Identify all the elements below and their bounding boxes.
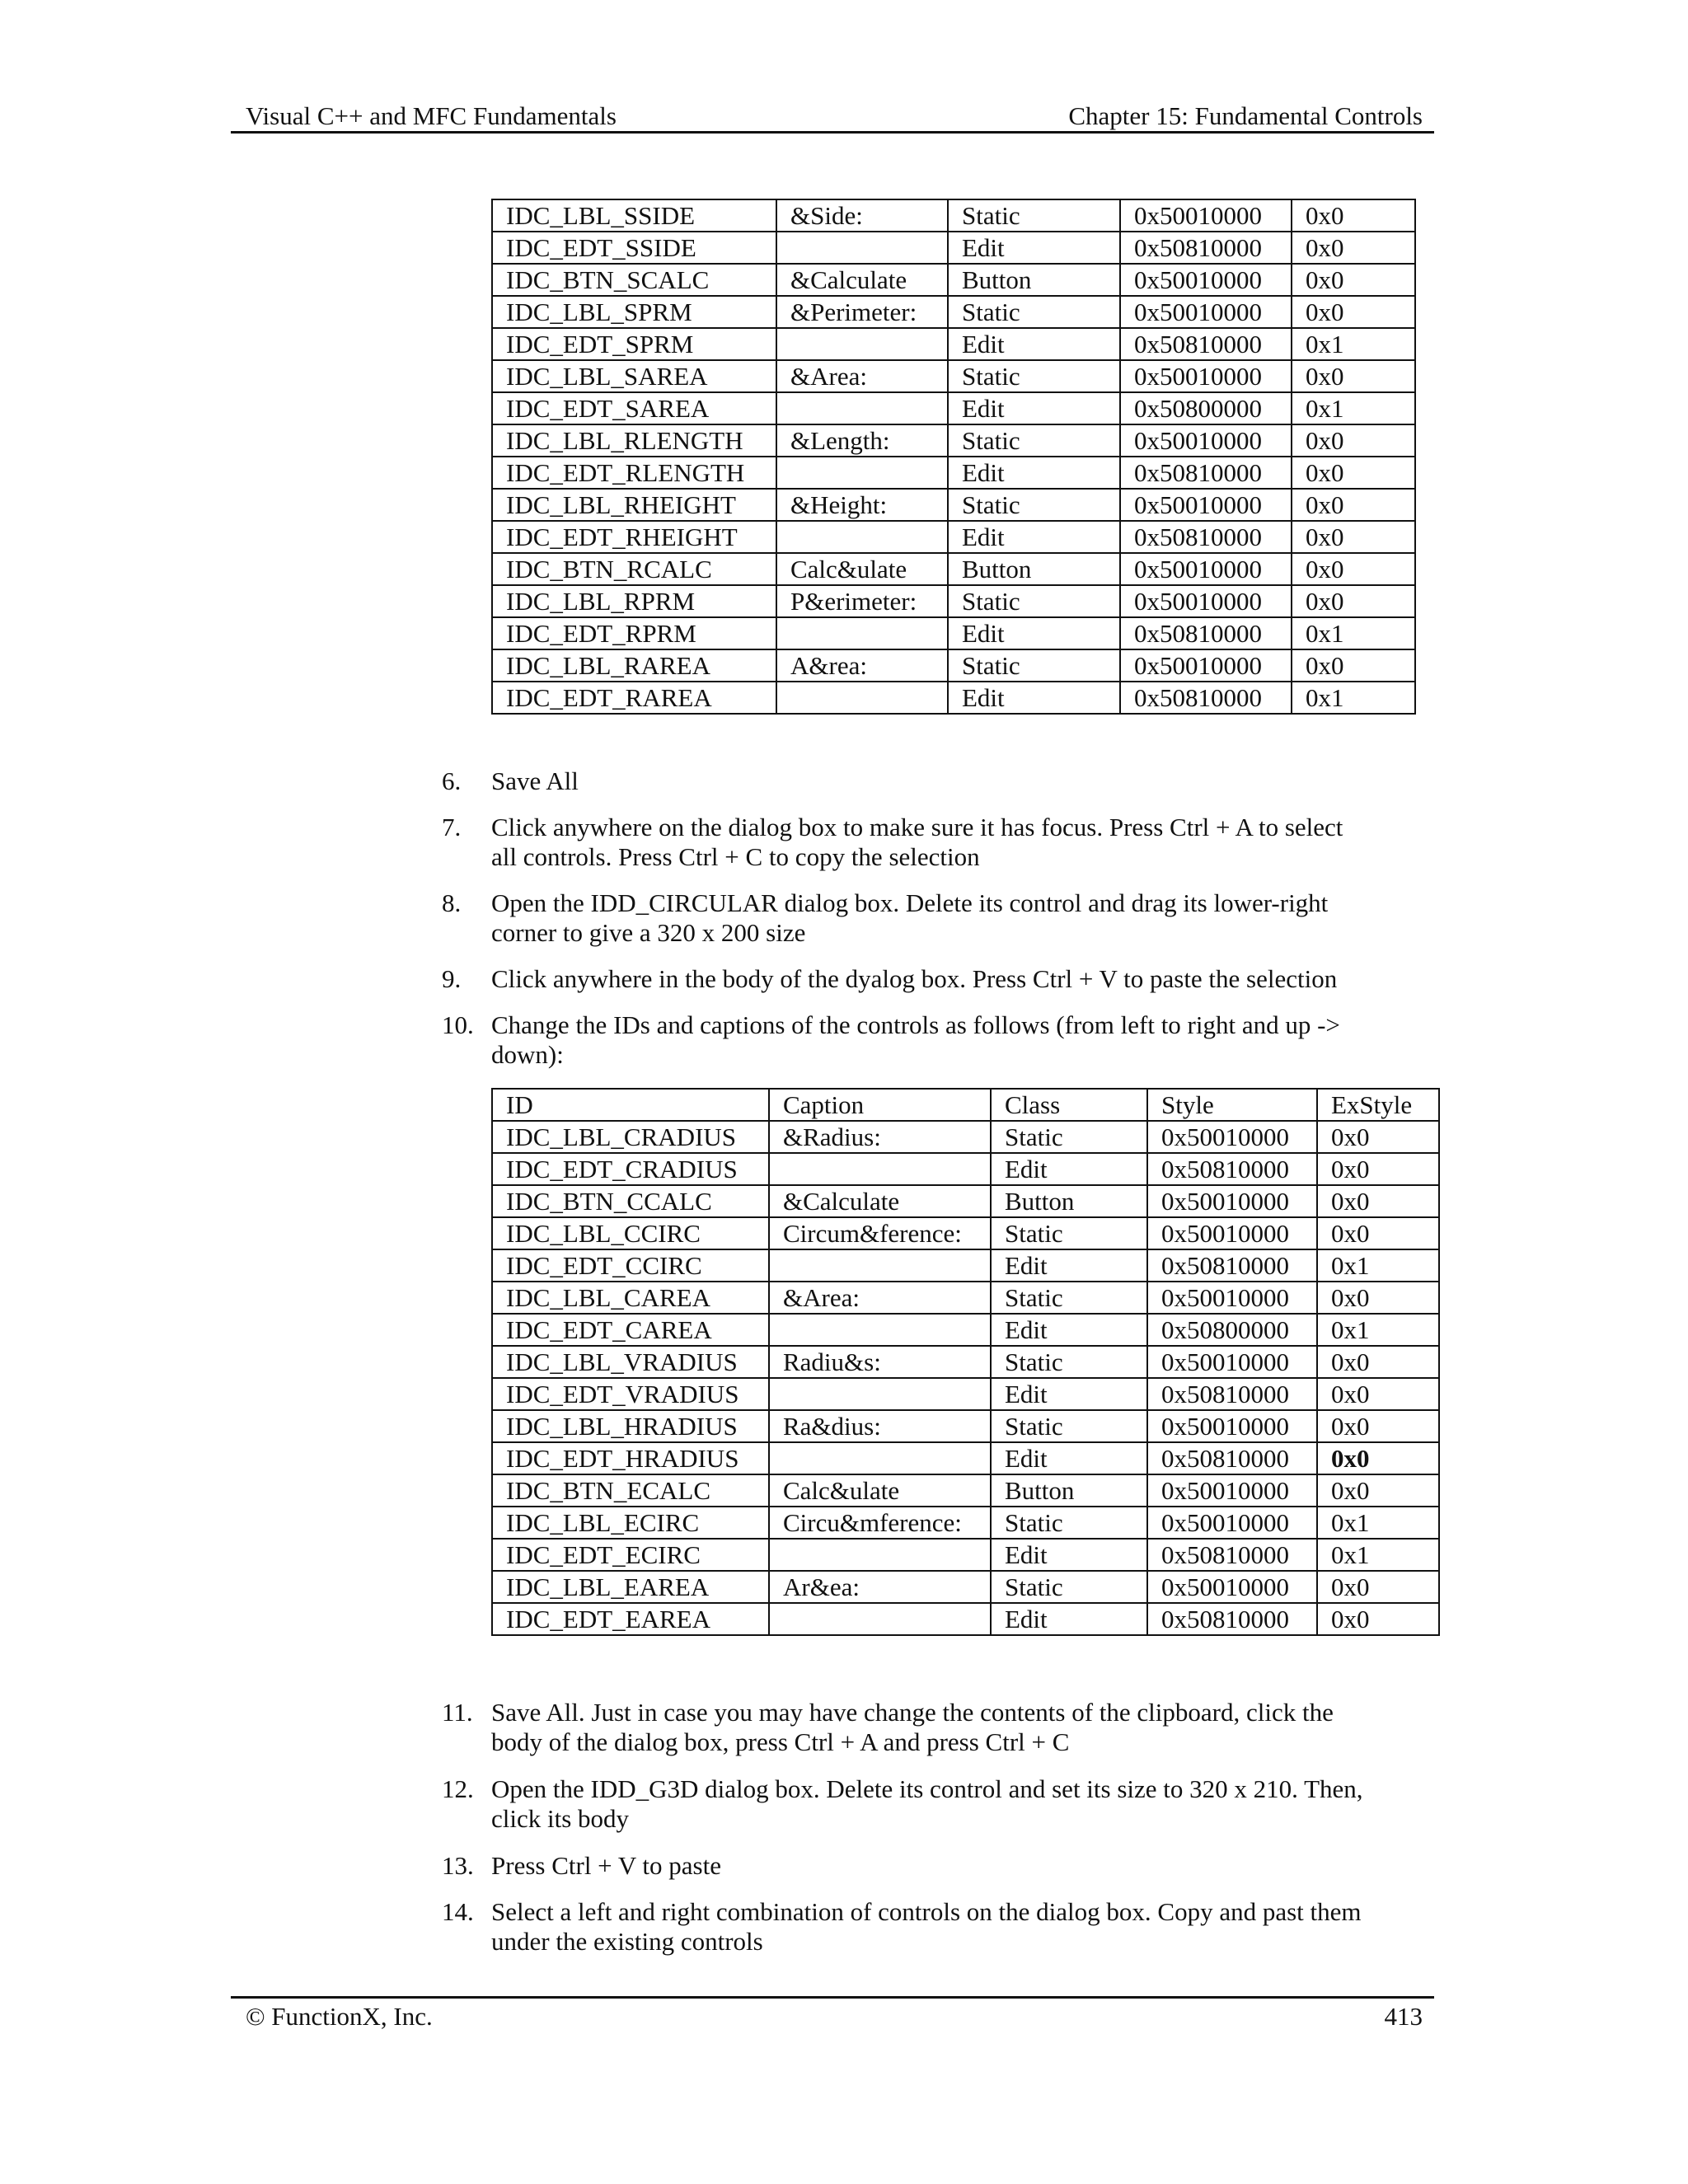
table-cell [769,1378,991,1410]
table-cell: Edit [991,1153,1147,1185]
table-cell: 0x0 [1317,1185,1439,1217]
table-cell: IDC_EDT_RHEIGHT [492,521,776,553]
table-cell: 0x50810000 [1120,232,1292,264]
table-cell: IDC_LBL_SSIDE [492,199,776,232]
table-row [492,328,1415,360]
table-row [492,1153,1439,1185]
table-cell: 0x0 [1292,489,1415,521]
table-cell: &Length: [776,424,948,457]
table-cell: &Area: [776,360,948,392]
footer-copyright: © FunctionX, Inc. [246,2002,433,2031]
table-cell: Static [991,1282,1147,1314]
table-cell: 0x0 [1317,1346,1439,1378]
table-cell: 0x0 [1292,360,1415,392]
table-cell: Edit [948,617,1120,649]
step-number: 14. [442,1897,474,1926]
table-cell: 0x0 [1317,1603,1439,1635]
table-cell: IDC_LBL_RPRM [492,585,776,617]
table-cell: 0x50010000 [1147,1185,1317,1217]
table-row [492,1410,1439,1442]
step-number: 7. [442,813,462,841]
table-cell: Static [991,1410,1147,1442]
table-row [492,360,1415,392]
table-cell [769,1442,991,1474]
table-cell: IDC_EDT_RLENGTH [492,457,776,489]
table-cell: IDC_LBL_HRADIUS [492,1410,769,1442]
list-item [442,964,1447,994]
table-cell: IDC_BTN_SCALC [492,264,776,296]
table-cell: Static [991,1346,1147,1378]
table-cell: 0x50010000 [1120,424,1292,457]
table-cell [776,232,948,264]
page-footer [231,1996,1434,2036]
table-cell: IDC_EDT_CAREA [492,1314,769,1346]
step-text-line: down): [491,1040,564,1069]
table-cell: 0x50010000 [1120,199,1292,232]
table-cell: 0x50010000 [1147,1217,1317,1249]
table-cell: IDC_EDT_SAREA [492,392,776,424]
column-header: ExStyle [1317,1089,1439,1121]
table-cell [776,521,948,553]
table-cell: Button [948,553,1120,585]
column-header: Class [991,1089,1147,1121]
step-text-line: Select a left and right combination of controls on the dialog box. Copy and past them [491,1897,1362,1926]
table-cell [776,328,948,360]
step-text-line: Click anywhere in the body of the dyalog box. Press Ctrl + V to paste the selection [491,964,1338,993]
table-cell [769,1539,991,1571]
table-cell [769,1314,991,1346]
table-cell: 0x50010000 [1120,360,1292,392]
table-cell: Button [991,1185,1147,1217]
step-number: 13. [442,1851,474,1880]
table-cell: 0x0 [1292,649,1415,682]
table-cell: &Calculate [769,1185,991,1217]
table-cell [776,617,948,649]
table-cell: 0x1 [1317,1507,1439,1539]
table-cell: IDC_LBL_SPRM [492,296,776,328]
table-cell: 0x50010000 [1120,553,1292,585]
table-cell: IDC_LBL_SAREA [492,360,776,392]
table-cell: 0x50010000 [1147,1121,1317,1153]
table-row [492,424,1415,457]
table-row [492,1346,1439,1378]
table-cell: Button [991,1474,1147,1507]
table-row [492,682,1415,714]
step-text-line: Press Ctrl + V to paste [491,1851,721,1880]
table-cell: 0x50800000 [1147,1314,1317,1346]
table-cell: 0x0 [1292,296,1415,328]
controls-table-square-rectangle [491,199,1416,715]
table-cell: 0x50010000 [1147,1507,1317,1539]
table-cell: 0x0 [1317,1410,1439,1442]
table-cell: IDC_LBL_RLENGTH [492,424,776,457]
table-cell: IDC_LBL_EAREA [492,1571,769,1603]
table-cell: 0x50010000 [1147,1571,1317,1603]
table-cell: IDC_BTN_CCALC [492,1185,769,1217]
table-cell: 0x1 [1292,682,1415,714]
table-cell: 0x0 [1292,457,1415,489]
step-text-line: under the existing controls [491,1927,763,1956]
table-cell: Edit [948,232,1120,264]
table-cell: 0x1 [1292,617,1415,649]
table-cell: 0x50010000 [1147,1410,1317,1442]
table-row [492,585,1415,617]
table-cell: Ra&dius: [769,1410,991,1442]
table-cell: Calc&ulate [769,1474,991,1507]
table-cell: IDC_LBL_CCIRC [492,1217,769,1249]
table-cell: 0x0 [1292,199,1415,232]
step-text-line: corner to give a 320 x 200 size [491,918,806,947]
table-cell: 0x50810000 [1147,1539,1317,1571]
table-cell: 0x50010000 [1120,649,1292,682]
step-text-line: all controls. Press Ctrl + C to copy the selection [491,842,980,871]
table-cell: P&erimeter: [776,585,948,617]
step-number: 12. [442,1774,474,1803]
table-cell [776,392,948,424]
table-row [492,264,1415,296]
table-cell: Edit [948,682,1120,714]
step-text [491,813,1447,872]
table-row [492,199,1415,232]
table-cell: 0x0 [1292,424,1415,457]
list-item [442,766,1447,796]
list-item [442,813,1447,872]
step-text [491,766,1447,796]
table-cell [769,1153,991,1185]
table-cell: IDC_EDT_RPRM [492,617,776,649]
table-cell: Edit [948,457,1120,489]
table-cell: IDC_LBL_RAREA [492,649,776,682]
table-cell: Static [991,1571,1147,1603]
table-cell: 0x50010000 [1120,264,1292,296]
table-cell: 0x50810000 [1120,457,1292,489]
table-cell: 0x50010000 [1147,1282,1317,1314]
step-text-line: Open the IDD_G3D dialog box. Delete its control and set its size to 320 x 210. Then, [491,1774,1363,1803]
table-cell: 0x0 [1292,264,1415,296]
step-text [491,1897,1447,1957]
table-row [492,392,1415,424]
step-text-line: Save All [491,766,579,795]
table-row [492,232,1415,264]
table-row [492,1539,1439,1571]
column-header: Caption [769,1089,991,1121]
table-cell: Button [948,264,1120,296]
table-row [492,1603,1439,1635]
step-text-line: Open the IDD_CIRCULAR dialog box. Delete its control and drag its lower-right [491,888,1329,917]
table-row [492,1378,1439,1410]
column-header: ID [492,1089,769,1121]
table-cell: 0x50810000 [1147,1153,1317,1185]
table-cell: 0x50010000 [1147,1346,1317,1378]
table-cell: A&rea: [776,649,948,682]
table-row [492,553,1415,585]
step-text-line: Click anywhere on the dialog box to make sure it has focus. Press Ctrl + A to select [491,813,1343,841]
table-cell: IDC_EDT_CCIRC [492,1249,769,1282]
step-text [491,1698,1447,1757]
table-row [492,489,1415,521]
table-cell: &Calculate [776,264,948,296]
table-cell: 0x1 [1317,1314,1439,1346]
table-cell: 0x0 [1317,1282,1439,1314]
table-cell: IDC_LBL_VRADIUS [492,1346,769,1378]
page-header [231,97,1434,134]
table-cell: 0x50010000 [1120,585,1292,617]
table-cell [776,682,948,714]
table-cell: 0x50810000 [1147,1249,1317,1282]
column-header: Style [1147,1089,1317,1121]
table-cell: 0x50810000 [1147,1603,1317,1635]
table-cell: Calc&ulate [776,553,948,585]
table-cell: 0x0 [1317,1474,1439,1507]
table-cell: IDC_EDT_ECIRC [492,1539,769,1571]
table-cell: 0x0 [1292,521,1415,553]
table-row [492,1249,1439,1282]
table-cell: IDC_LBL_CAREA [492,1282,769,1314]
table-header-row [492,1089,1439,1121]
table-cell: Static [991,1217,1147,1249]
table-cell: Circum&ference: [769,1217,991,1249]
table-row [492,296,1415,328]
table-cell: IDC_BTN_RCALC [492,553,776,585]
table-cell: 0x0 [1317,1571,1439,1603]
table-cell: Static [948,296,1120,328]
table-cell: 0x50810000 [1120,682,1292,714]
table-row [492,1185,1439,1217]
step-text [491,1010,1447,1070]
list-item [442,1010,1447,1070]
table-cell: IDC_EDT_HRADIUS [492,1442,769,1474]
table-cell: IDC_EDT_RAREA [492,682,776,714]
table-row [492,1474,1439,1507]
list-item [442,1851,1447,1881]
table-cell: 0x50810000 [1120,617,1292,649]
step-number: 10. [442,1010,474,1039]
table-cell: 0x50010000 [1120,296,1292,328]
table-cell: &Radius: [769,1121,991,1153]
list-item [442,888,1447,948]
list-item [442,1774,1447,1834]
table-row [492,1282,1439,1314]
table-cell: 0x0 [1317,1378,1439,1410]
step-text-line: Change the IDs and captions of the controls as follows (from left to right and up -> [491,1010,1340,1039]
table-cell [769,1603,991,1635]
table-row [492,1507,1439,1539]
table-cell: 0x0 [1317,1121,1439,1153]
table-cell: 0x50810000 [1120,521,1292,553]
step-text [491,964,1447,994]
table-cell: Static [948,489,1120,521]
table-row [492,1442,1439,1474]
header-book-title: Visual C++ and MFC Fundamentals [246,101,617,130]
step-text-line: Save All. Just in case you may have change the contents of the clipboard, click the [491,1698,1334,1727]
table-cell: IDC_EDT_VRADIUS [492,1378,769,1410]
table-cell: 0x0 [1292,232,1415,264]
table-cell: Edit [948,392,1120,424]
table-cell: IDC_EDT_SSIDE [492,232,776,264]
table-cell: IDC_EDT_EAREA [492,1603,769,1635]
table-cell: &Area: [769,1282,991,1314]
table-cell: 0x1 [1292,392,1415,424]
step-number: 9. [442,964,462,993]
table-cell: Static [948,585,1120,617]
table-cell: Radiu&s: [769,1346,991,1378]
table-cell: 0x1 [1317,1249,1439,1282]
table-cell: &Height: [776,489,948,521]
table-cell: Circu&mference: [769,1507,991,1539]
table-cell: Static [991,1507,1147,1539]
header-chapter-title: Chapter 15: Fundamental Controls [1068,101,1423,130]
table-row [492,1571,1439,1603]
list-item [442,1897,1447,1957]
table-row [492,617,1415,649]
table-cell: Static [991,1121,1147,1153]
table-cell: Static [948,424,1120,457]
table-cell: Edit [948,521,1120,553]
table-cell: &Side: [776,199,948,232]
table-cell: 0x50810000 [1147,1442,1317,1474]
table-row [492,1217,1439,1249]
table-cell: 0x50800000 [1120,392,1292,424]
table-cell: Static [948,649,1120,682]
step-text-line: click its body [491,1804,630,1833]
table-cell: IDC_EDT_CRADIUS [492,1153,769,1185]
table-cell: IDC_LBL_ECIRC [492,1507,769,1539]
table-cell: Ar&ea: [769,1571,991,1603]
table-row [492,521,1415,553]
table-cell: 0x50010000 [1147,1474,1317,1507]
table-cell: Edit [991,1314,1147,1346]
step-number: 8. [442,888,462,917]
table-cell: Edit [991,1603,1147,1635]
step-text [491,888,1447,948]
controls-table-circular [491,1088,1440,1636]
table-cell: IDC_LBL_RHEIGHT [492,489,776,521]
table-row [492,649,1415,682]
table-cell: 0x50810000 [1147,1378,1317,1410]
step-text-line: body of the dialog box, press Ctrl + A and press Ctrl + C [491,1727,1070,1756]
table-cell: Edit [991,1378,1147,1410]
table-cell: IDC_EDT_SPRM [492,328,776,360]
table-cell: 0x0 [1292,553,1415,585]
table-cell: 0x50810000 [1120,328,1292,360]
table-cell: Edit [991,1539,1147,1571]
table-cell [776,457,948,489]
table-cell: Edit [991,1442,1147,1474]
table-cell: &Perimeter: [776,296,948,328]
step-text [491,1774,1447,1834]
table-cell: 0x0 [1292,585,1415,617]
table-cell: IDC_LBL_CRADIUS [492,1121,769,1153]
table-cell: Static [948,199,1120,232]
table-cell: 0x0 [1317,1217,1439,1249]
page-number: 413 [1384,2002,1423,2031]
step-number: 6. [442,766,462,795]
table-row [492,1121,1439,1153]
table-cell: 0x1 [1317,1539,1439,1571]
table-row [492,1314,1439,1346]
table-cell: IDC_BTN_ECALC [492,1474,769,1507]
step-text [491,1851,1447,1881]
table-cell: 0x1 [1292,328,1415,360]
table-row [492,457,1415,489]
table-cell: 0x50010000 [1120,489,1292,521]
step-number: 11. [442,1698,473,1727]
table-cell: Static [948,360,1120,392]
table-cell: Edit [948,328,1120,360]
table-cell [769,1249,991,1282]
table-cell: 0x0 [1317,1442,1439,1474]
table-cell: Edit [991,1249,1147,1282]
list-item [442,1698,1447,1757]
table-cell: 0x0 [1317,1153,1439,1185]
